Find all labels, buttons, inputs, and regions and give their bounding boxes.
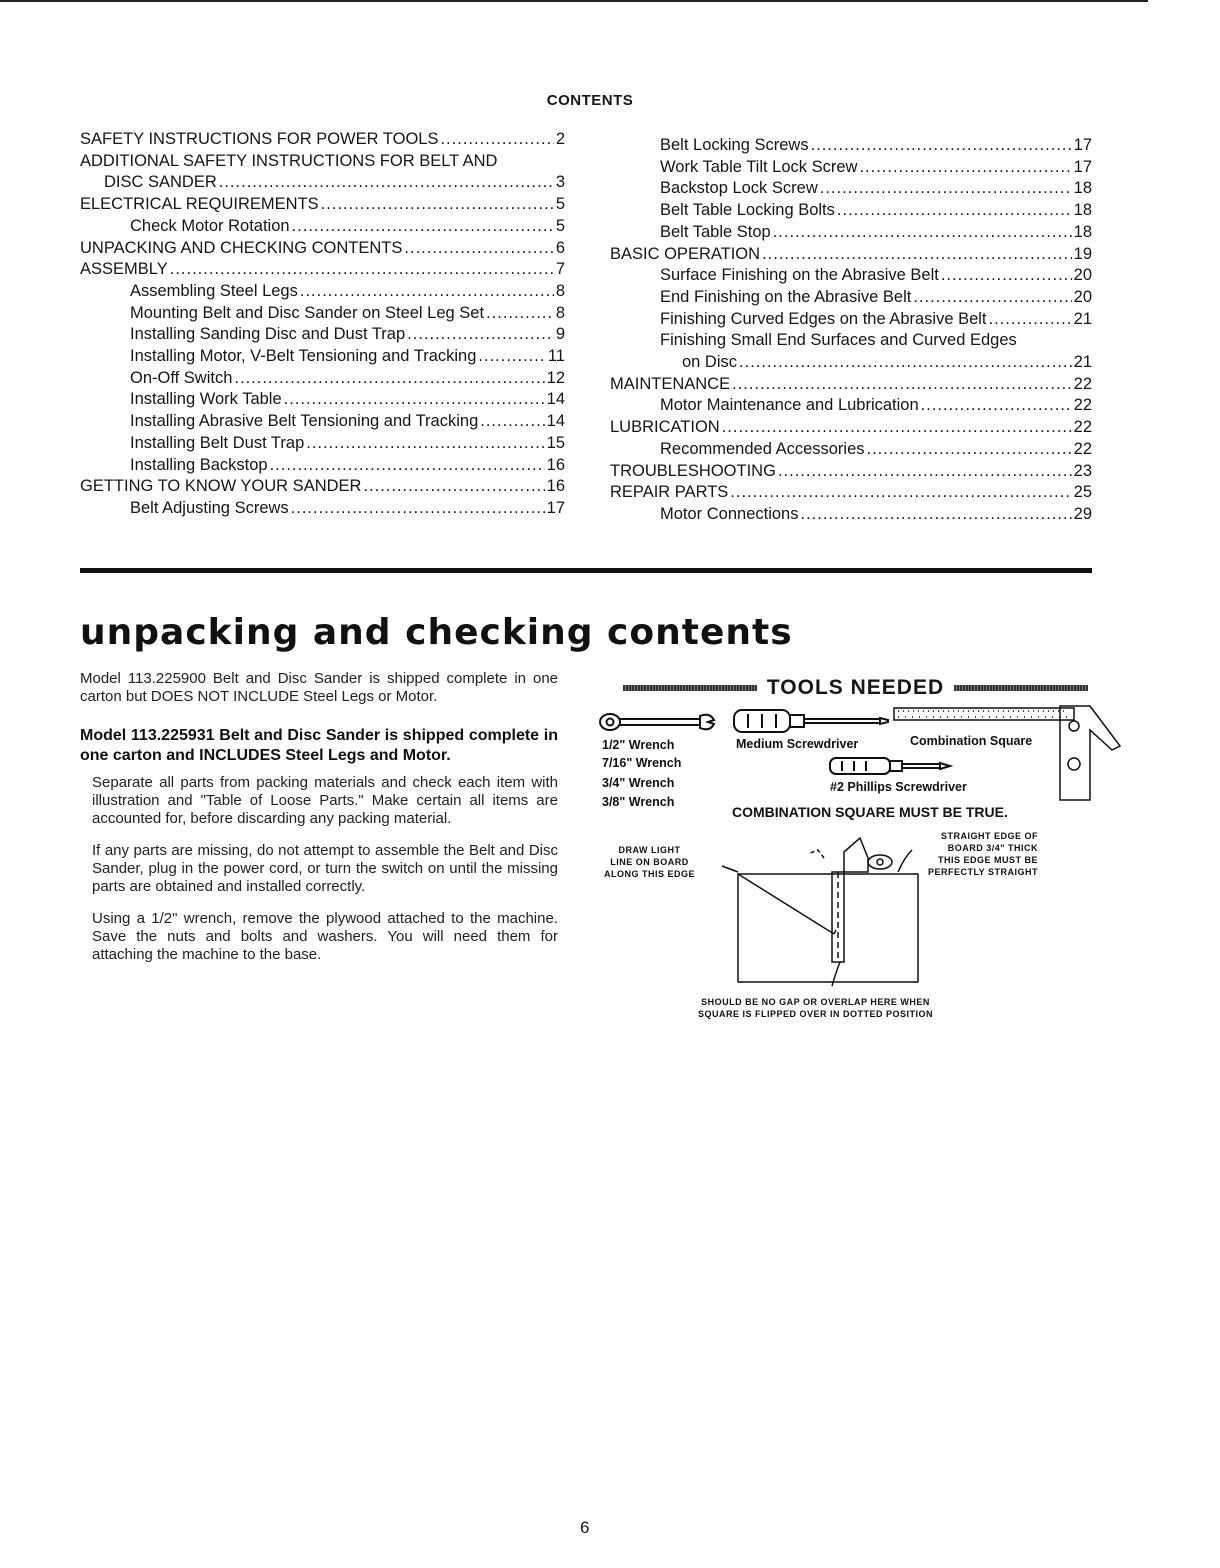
toc-entry — [80, 303, 565, 325]
toc-entry-page: 8 — [555, 303, 565, 322]
toc-entry-page: 14 — [546, 390, 565, 409]
toc-leader-dots — [321, 194, 554, 216]
toc-leader-dots — [440, 129, 553, 151]
diagram-label-draw-line: DRAW LIGHT LINE ON BOARD ALONG THIS EDGE — [604, 845, 696, 879]
toc-entry-title: GETTING TO KNOW YOUR SANDER — [80, 477, 362, 496]
toc-entry — [80, 129, 565, 151]
toc-entry-page: 5 — [555, 216, 565, 235]
toc-entry — [610, 287, 1092, 309]
wrench-label-three-eighths: 3/8" Wrench — [602, 795, 675, 809]
combination-square-label: Combination Square — [910, 734, 1033, 748]
section-title: unpacking and checking contents — [80, 612, 793, 653]
toc-leader-dots — [219, 172, 554, 194]
separate-parts-paragraph: Separate all parts from packing materials and check each item with illustration and "Table of Loose Parts." Make certain all items are accounted for, before discarding any packing material. — [92, 774, 558, 827]
toc-entry-page: 17 — [546, 498, 565, 517]
toc-entry — [80, 476, 565, 498]
toc-entry-page: 2 — [555, 130, 565, 148]
toc-entry-title: Installing Belt Dust Trap — [130, 433, 305, 452]
toc-entry-title: ELECTRICAL REQUIREMENTS — [80, 195, 319, 214]
toc-entry-page: 22 — [1073, 374, 1092, 393]
toc-leader-dots — [921, 395, 1072, 417]
toc-entry — [610, 309, 1092, 331]
toc-entry — [610, 330, 1092, 352]
toc-leader-dots — [306, 433, 544, 455]
top-rule — [0, 0, 1148, 2]
toc-entry-page: 18 — [1073, 179, 1092, 198]
toc-leader-dots — [292, 216, 554, 238]
toc-entry-title: LUBRICATION — [610, 418, 720, 437]
toc-entry-page: 21 — [1073, 353, 1092, 372]
toc-entry — [80, 498, 565, 520]
toc-entry-page: 22 — [1073, 439, 1092, 458]
toc-entry-page: 15 — [546, 433, 565, 452]
diagram-label-no-gap: SHOULD BE NO GAP OR OVERLAP HERE WHEN SQUARE IS FLIPPED OVER IN DOTTED POSITION — [698, 997, 934, 1019]
toc-leader-dots — [778, 461, 1072, 483]
toc-entry-page: 12 — [546, 368, 565, 387]
toc-entry — [610, 374, 1092, 396]
toc-entry — [610, 200, 1092, 222]
toc-leader-dots — [730, 482, 1071, 504]
medium-screwdriver-icon — [734, 710, 888, 732]
toc-entry-title: REPAIR PARTS — [610, 483, 729, 502]
toc-entry — [80, 455, 565, 477]
toc-entry-title: SAFETY INSTRUCTIONS FOR POWER TOOLS — [80, 130, 439, 148]
toc-entry-title: BASIC OPERATION — [610, 244, 761, 263]
toc-entry-title: Belt Locking Screws — [660, 136, 809, 154]
toc-leader-dots — [801, 504, 1072, 526]
toc-leader-dots — [291, 498, 545, 520]
toc-entry — [610, 352, 1092, 374]
toc-entry-page: 5 — [555, 195, 565, 214]
model-900-paragraph: Model 113.225900 Belt and Disc Sander is shipped complete in one carton but DOES NOT INCLUDE Steel Legs or Motor. — [80, 670, 558, 705]
toc-entry-title: Motor Maintenance and Lubrication — [660, 396, 919, 415]
toc-entry-page: 3 — [555, 173, 565, 192]
toc-leader-dots — [478, 346, 545, 368]
toc-entry — [80, 368, 565, 390]
screwdriver-label: Medium Screwdriver — [736, 737, 859, 751]
wrench-label-seven-sixteenths: 7/16" Wrench — [602, 756, 682, 770]
toc-leader-dots — [486, 303, 554, 325]
square-must-be-true-note: COMBINATION SQUARE MUST BE TRUE. — [732, 804, 1008, 820]
toc-entry-title: Belt Table Stop — [660, 222, 771, 241]
toc-leader-dots — [762, 244, 1072, 266]
toc-entry-title: Check Motor Rotation — [130, 216, 290, 235]
toc-entry — [80, 151, 565, 173]
toc-entry-page: 16 — [546, 477, 565, 496]
toc-leader-dots — [989, 309, 1072, 331]
toc-leader-dots — [270, 455, 545, 477]
toc-entry — [80, 346, 565, 368]
toc-leader-dots — [300, 281, 554, 303]
toc-entry-page: 16 — [546, 455, 565, 474]
toc-leader-dots — [820, 178, 1072, 200]
toc-entry-title: DISC SANDER — [104, 173, 217, 192]
toc-entry-page: 22 — [1073, 418, 1092, 437]
toc-entry-page: 25 — [1073, 483, 1092, 502]
contents-right-column — [610, 135, 1092, 526]
toc-entry-title: ASSEMBLY — [80, 260, 168, 279]
toc-entry-title: Belt Adjusting Screws — [130, 498, 289, 517]
missing-parts-paragraph: If any parts are missing, do not attempt to assemble the Belt and Disc Sander, plug in the power cord, or turn the switch on until the missing parts are obtained and installed correctly. — [92, 842, 558, 895]
toc-leader-dots — [941, 265, 1072, 287]
toc-entry-page: 19 — [1073, 244, 1092, 263]
toc-leader-dots — [732, 374, 1072, 396]
diagram-label-straight-edge: STRAIGHT EDGE OF BOARD 3/4" THICK THIS EDGE MUST BE PERFECTLY STRAIGHT — [928, 831, 1039, 877]
toc-entry-title: Assembling Steel Legs — [130, 281, 298, 300]
toc-entry — [610, 439, 1092, 461]
toc-entry-title: on Disc — [682, 353, 738, 372]
toc-entry-title: MAINTENANCE — [610, 374, 731, 393]
toc-entry-page: 14 — [546, 412, 565, 431]
toc-entry-page: 17 — [1073, 136, 1092, 154]
toc-entry — [610, 178, 1092, 200]
toc-entry-title: UNPACKING AND CHECKING CONTENTS — [80, 238, 403, 257]
toc-leader-dots — [284, 389, 545, 411]
toc-leader-dots — [859, 157, 1071, 179]
toc-leader-dots — [913, 287, 1071, 309]
toc-entry — [610, 461, 1092, 483]
page-number: 6 — [580, 1518, 590, 1537]
toc-entry-page: 6 — [555, 238, 565, 257]
toc-entry-page: 18 — [1073, 201, 1092, 220]
phillips-label: #2 Phillips Screwdriver — [830, 780, 967, 794]
toc-leader-dots — [739, 352, 1072, 374]
toc-entry — [80, 433, 565, 455]
wrench-icon — [600, 714, 714, 730]
toc-entry — [610, 482, 1092, 504]
toc-entry-page: 17 — [1073, 157, 1092, 176]
toc-entry-title: Finishing Curved Edges on the Abrasive Belt — [660, 309, 987, 328]
board-diagram — [722, 838, 918, 986]
toc-entry-page: 21 — [1073, 309, 1092, 328]
toc-entry-title: Installing Abrasive Belt Tensioning and Tracking — [130, 412, 479, 431]
toc-entry-title: Recommended Accessories — [660, 439, 865, 458]
toc-leader-dots — [407, 324, 554, 346]
toc-entry-title: ADDITIONAL SAFETY INSTRUCTIONS FOR BELT AND — [80, 151, 498, 170]
toc-entry — [80, 216, 565, 238]
wrench-label-half: 1/2" Wrench — [602, 738, 675, 752]
toc-entry — [610, 265, 1092, 287]
toc-entry — [80, 172, 565, 194]
toc-entry-title: Work Table Tilt Lock Screw — [660, 157, 858, 176]
toc-entry-page: 7 — [555, 260, 565, 279]
toc-entry-page: 29 — [1073, 504, 1092, 523]
plywood-paragraph: Using a 1/2" wrench, remove the plywood attached to the machine. Save the nuts and bolts and washers. You will need them for attaching the machine to the base. — [92, 910, 558, 963]
toc-entry — [610, 395, 1092, 417]
toc-entry — [610, 504, 1092, 526]
toc-leader-dots — [404, 238, 553, 260]
toc-entry — [80, 389, 565, 411]
toc-entry-page: 22 — [1073, 396, 1092, 415]
toc-entry — [610, 135, 1092, 157]
toc-leader-dots — [722, 417, 1072, 439]
toc-entry — [80, 259, 565, 281]
toc-entry-title: Installing Motor, V-Belt Tensioning and Tracking — [130, 347, 477, 366]
toc-entry-page: 9 — [555, 325, 565, 344]
phillips-screwdriver-icon — [830, 758, 950, 774]
toc-entry-page: 18 — [1073, 222, 1092, 241]
toc-entry — [610, 222, 1092, 244]
toc-entry-title: Mounting Belt and Disc Sander on Steel Leg Set — [130, 303, 485, 322]
contents-left-column — [80, 129, 565, 520]
wrench-label-three-quarter: 3/4" Wrench — [602, 776, 675, 790]
toc-entry-title: Motor Connections — [660, 504, 799, 523]
toc-leader-dots — [363, 476, 544, 498]
toc-leader-dots — [234, 368, 544, 390]
toc-entry-title: Finishing Small End Surfaces and Curved Edges — [660, 331, 1017, 350]
contents-title: CONTENTS — [546, 92, 634, 109]
toc-leader-dots — [811, 135, 1072, 157]
tools-needed-figure — [598, 672, 1128, 1032]
toc-entry — [80, 411, 565, 433]
toc-leader-dots — [773, 222, 1072, 244]
toc-entry-title: Installing Backstop — [130, 455, 268, 474]
toc-entry — [80, 238, 565, 260]
toc-leader-dots — [480, 411, 544, 433]
toc-entry-page: 11 — [547, 347, 565, 366]
toc-entry — [80, 324, 565, 346]
toc-entry-title: Belt Table Locking Bolts — [660, 201, 835, 220]
toc-leader-dots — [170, 259, 554, 281]
toc-leader-dots — [837, 200, 1072, 222]
toc-entry-title: Installing Sanding Disc and Dust Trap — [130, 325, 406, 344]
section-divider — [80, 568, 1092, 573]
toc-entry — [610, 244, 1092, 266]
toc-entry-page: 23 — [1073, 461, 1092, 480]
toc-entry — [80, 281, 565, 303]
toc-entry-page: 8 — [555, 281, 565, 300]
toc-entry-page: 20 — [1073, 287, 1092, 306]
toc-entry-title: On-Off Switch — [130, 368, 233, 387]
model-931-paragraph: Model 113.225931 Belt and Disc Sander is shipped complete in one carton and INCLUDES Steel Legs and Motor. — [80, 727, 558, 764]
toc-entry-title: Backstop Lock Screw — [660, 179, 818, 198]
toc-entry-title: End Finishing on the Abrasive Belt — [660, 287, 912, 306]
toc-entry — [610, 157, 1092, 179]
toc-entry — [80, 194, 565, 216]
tools-title: TOOLS NEEDED — [766, 676, 945, 699]
toc-entry — [610, 417, 1092, 439]
toc-entry-page: 20 — [1073, 266, 1092, 285]
toc-entry-title: TROUBLESHOOTING — [610, 461, 776, 480]
toc-entry-title: Installing Work Table — [130, 390, 282, 409]
toc-entry-title: Surface Finishing on the Abrasive Belt — [660, 266, 939, 285]
unpacking-text — [80, 670, 558, 978]
toc-leader-dots — [867, 439, 1072, 461]
